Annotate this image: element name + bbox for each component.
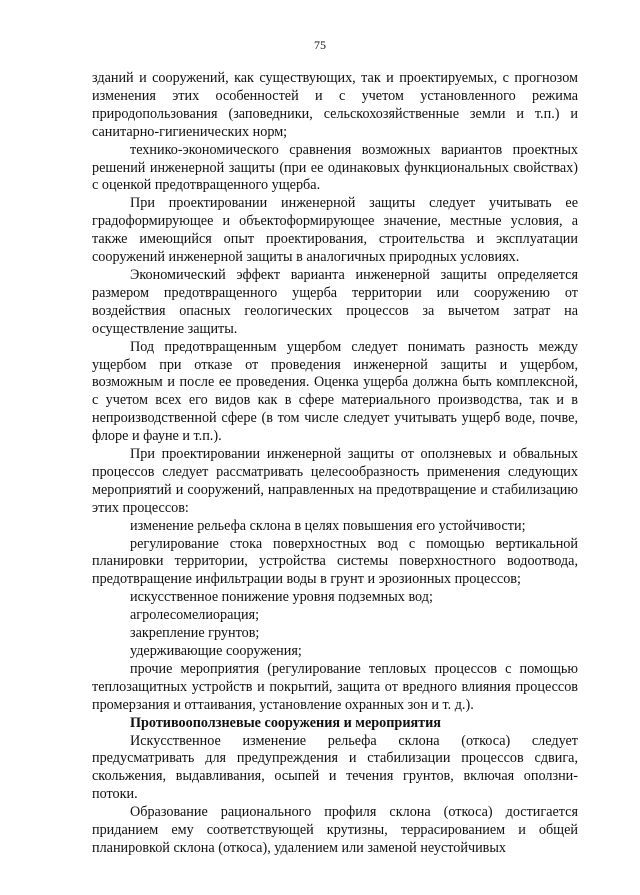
paragraph: изменение рельефа склона в целях повышения его устойчивости; [130,517,526,534]
paragraphs-before-heading [92,70,578,715]
paragraph: технико-экономического сравнения возможных вариантов проектных решений инженерной защиты (при ее одинаковых функциональных свойствах) с оценкой предотвращенного ущерба. [92,141,578,194]
paragraph: регулирование стока поверхностных вод с помощью вертикальной планировки территории, устройства системы поверхностного водоотвода, предотвращение инфильтрации воды в грунт и эрозионных процессов; [92,535,578,588]
paragraph: искусственное понижение уровня подземных вод; [130,589,433,606]
document-body [92,70,578,858]
paragraph: агролесомелиорация; [130,607,260,624]
paragraph: Под предотвращенным ущербом следует понимать разность между ущербом при отказе от проведения инженерной защиты и ущербом, возможным и после ее проведения. Оценка ущерба должна быть комплексной, с учетом всех его видов как в сфере материального производства, так и в непроизводственной сфере (в том числе следует учитывать ущерб воде, почве, флоре и фауне и т.п.). [92,338,578,445]
paragraph: При проектировании инженерной защиты от оползневых и обвальных процессов следует рассматривать целесообразность применения следующих мероприятий и сооружений, направленных на предотвращение и стабилизацию этих процессов: [92,446,578,516]
paragraph: При проектировании инженерной защиты следует учитывать ее градоформирующее и объектоформирующее значение, местные условия, а также имеющийся опыт проектирования, строительства и эксплуатации сооружений инженерной защиты в аналогичных природных условиях. [92,195,578,266]
paragraph: закрепление грунтов; [130,625,260,642]
section-heading: Противооползневые сооружения и мероприятия [130,714,441,731]
paragraph: прочие мероприятия (регулирование тепловых процессов с помощью теплозащитных устройств и покрытий, защита от вредного влияния процессов промерзания и оттаивания, установление охранных зон и т. д.). [92,660,578,713]
paragraph: Искусственное изменение рельефа склона (откоса) следует предусматривать для предупреждения и стабилизации процессов сдвига, скольжения, выдавливания, осыпей и течения грунтов, включая оползни-потоки. [92,732,578,803]
paragraphs-after-heading [92,733,578,858]
paragraph: Экономический эффект варианта инженерной защиты определяется размером предотвращенного ущерба территории или сооружению от воздействия опасных геологических процессов за вычетом затрат на осуществление защиты. [92,266,578,337]
paragraph: Образование рационального профиля склона (откоса) достигается приданием ему соответствующей крутизны, террасированием и общей планировкой склона (откоса), удалением или заменой неустойчивых [92,804,578,856]
paragraph: удерживающие сооружения; [130,643,302,659]
page-number: 75 [314,38,326,52]
paragraph: зданий и сооружений, как существующих, так и проектируемых, с прогнозом изменения этих особенностей и с учетом установленного режима природопользования (заповедники, сельскохозяйственные земли и т.п.) и санитарно-гигиенических норм; [92,70,578,140]
